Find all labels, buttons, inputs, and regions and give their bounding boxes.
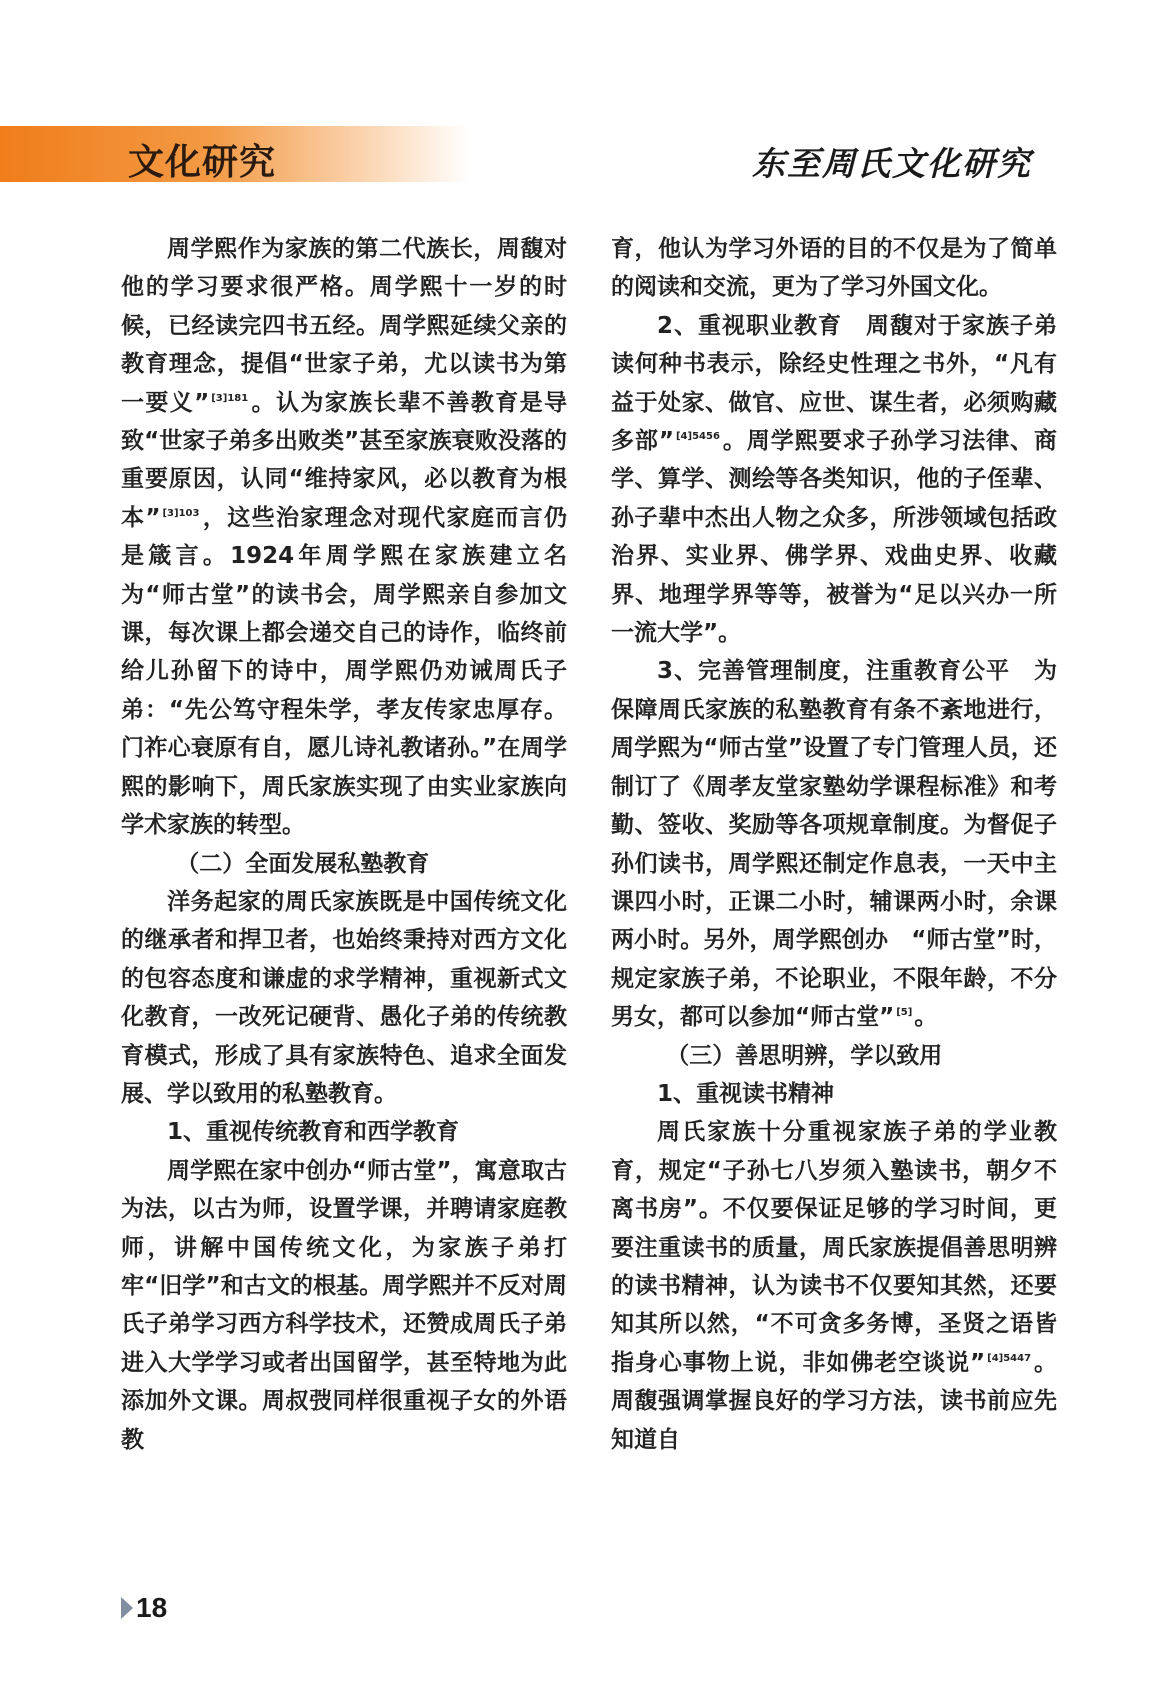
section-heading: （二）全面发展私塾教育 bbox=[176, 850, 430, 877]
triangle-icon bbox=[121, 1597, 133, 1619]
subsection-heading: 1、重视传统教育和西学教育 bbox=[167, 1119, 460, 1146]
section-title: 文化研究 bbox=[128, 142, 277, 183]
citation: [4]5447 bbox=[987, 1352, 1032, 1364]
journal-title: 东至周氏文化研究 bbox=[752, 144, 1032, 183]
citation: [5] bbox=[896, 1007, 913, 1019]
citation: [3]103 bbox=[162, 507, 200, 519]
paragraph: 洋务起家的周氏家族既是中国传统文化的继承者和捍卫者，也始终秉持对西方文化的包容态度和谦虚的求学精神，重视新式文化教育，一改死记硬背、愚化子弟的传统教育模式，形成了具有家族特色、追求全面发展、学以致用的私塾教育。 bbox=[121, 888, 567, 1107]
subsection-heading: 1、重视读书精神 bbox=[657, 1080, 835, 1107]
right-column bbox=[611, 230, 1057, 1459]
paragraph: 周学熙在家中创办“师古堂”，寓意取古为法，以古为师，设置学课，并聘请家庭教师，讲解中国传统文化，为家族子弟打牢“旧学”和古文的根基。周学熙并不反对周氏子弟学习西方科学技术，还赞成周氏子弟进入大学学习或者出国留学，甚至特地为此添加外文课。周叔弢同样很重视子女的外语教 bbox=[121, 1157, 567, 1453]
section-heading: （三）善思明辨，学以致用 bbox=[666, 1042, 943, 1069]
page-number: 18 bbox=[136, 1592, 168, 1623]
paragraph: 育，他认为学习外语的目的不仅是为了简单的阅读和交流，更为了学习外国文化。 bbox=[611, 236, 1057, 301]
left-column bbox=[121, 230, 567, 1459]
paragraph: 周学熙作为家族的第二代族长，周馥对他的学习要求很严格。周学熙十一岁的时候，已经读完四书五经。周学熙延续父亲的教育理念，提倡“世家子弟，尤以读书为第一要义” $^{[3]181}$。认为家族长辈不善教育是导致“世家子弟多出败类”甚至家族衰败没落的重要原因，认同“维持家风，必以教育为根本” $^{[3]103}$，这些治家理念对现代家庭而言仍是箴言。1924年周学熙在家族建立名为“师古堂”的读书会，周学熙亲自参加文课，每次课上都会递交自己的诗作，临终前给儿孙留下的诗中，周学熙仍劝诫周氏子弟：“先公笃守程朱学，孝友传家忠厚存。门祚心衰原有自，愿儿诗礼教诸孙。”在周学熙的影响下，周氏家族实现了由实业家族向学术家族的转型。 bbox=[121, 236, 568, 839]
citation: [4]5456 bbox=[675, 431, 720, 443]
paragraph: 2、重视职业教育 周馥对于家族子弟读何种书表示，除经史性理之书外，“凡有益于处家、做官、应世、谋生者，必须购藏多部” $^{[4]5456}$。周学熙要求子孙学习法律、商学、算学、测绘等各类知识，他的子侄辈、孙子辈中杰出人物之众多，所涉领域包括政治界、实业界、佛学界、戏曲史界、收藏界、地理学界等等，被誉为“足以兴办一所一流大学”。 bbox=[611, 312, 1057, 647]
citation: [3]181 bbox=[211, 392, 249, 404]
paragraph: 3、完善管理制度，注重教育公平 为保障周氏家族的私塾教育有条不紊地进行，周学熙为“师古堂”设置了专门管理人员，还制订了《周孝友堂家塾幼学课程标准》和考勤、签收、奖励等各项规章制度。为督促子孙们读书，周学熙还制定作息表，一天中主课四小时，正课二小时，辅课两小时，余课两小时。另外，周学熙创办 “师古堂”时，规定家族子弟，不论职业，不限年龄，不分男女，都可以参加“师古堂” [5]。 bbox=[611, 658, 1057, 1031]
page-footer bbox=[121, 1591, 167, 1625]
paragraph: 周氏家族十分重视家族子弟的学业教育，规定“子孙七八岁须入塾读书，朝夕不离书房”。不仅要保证足够的学习时间，更要注重读书的质量，周氏家族提倡善思明辨的读书精神，认为读书不仅要知其然，还要知其所以然，“不可贪多务博，圣贤之语皆指身心事物上说，非如佛老空谈说” $^{[4]5447}$。周馥强调掌握良好的学习方法，读书前应先知道自 bbox=[611, 1119, 1057, 1453]
